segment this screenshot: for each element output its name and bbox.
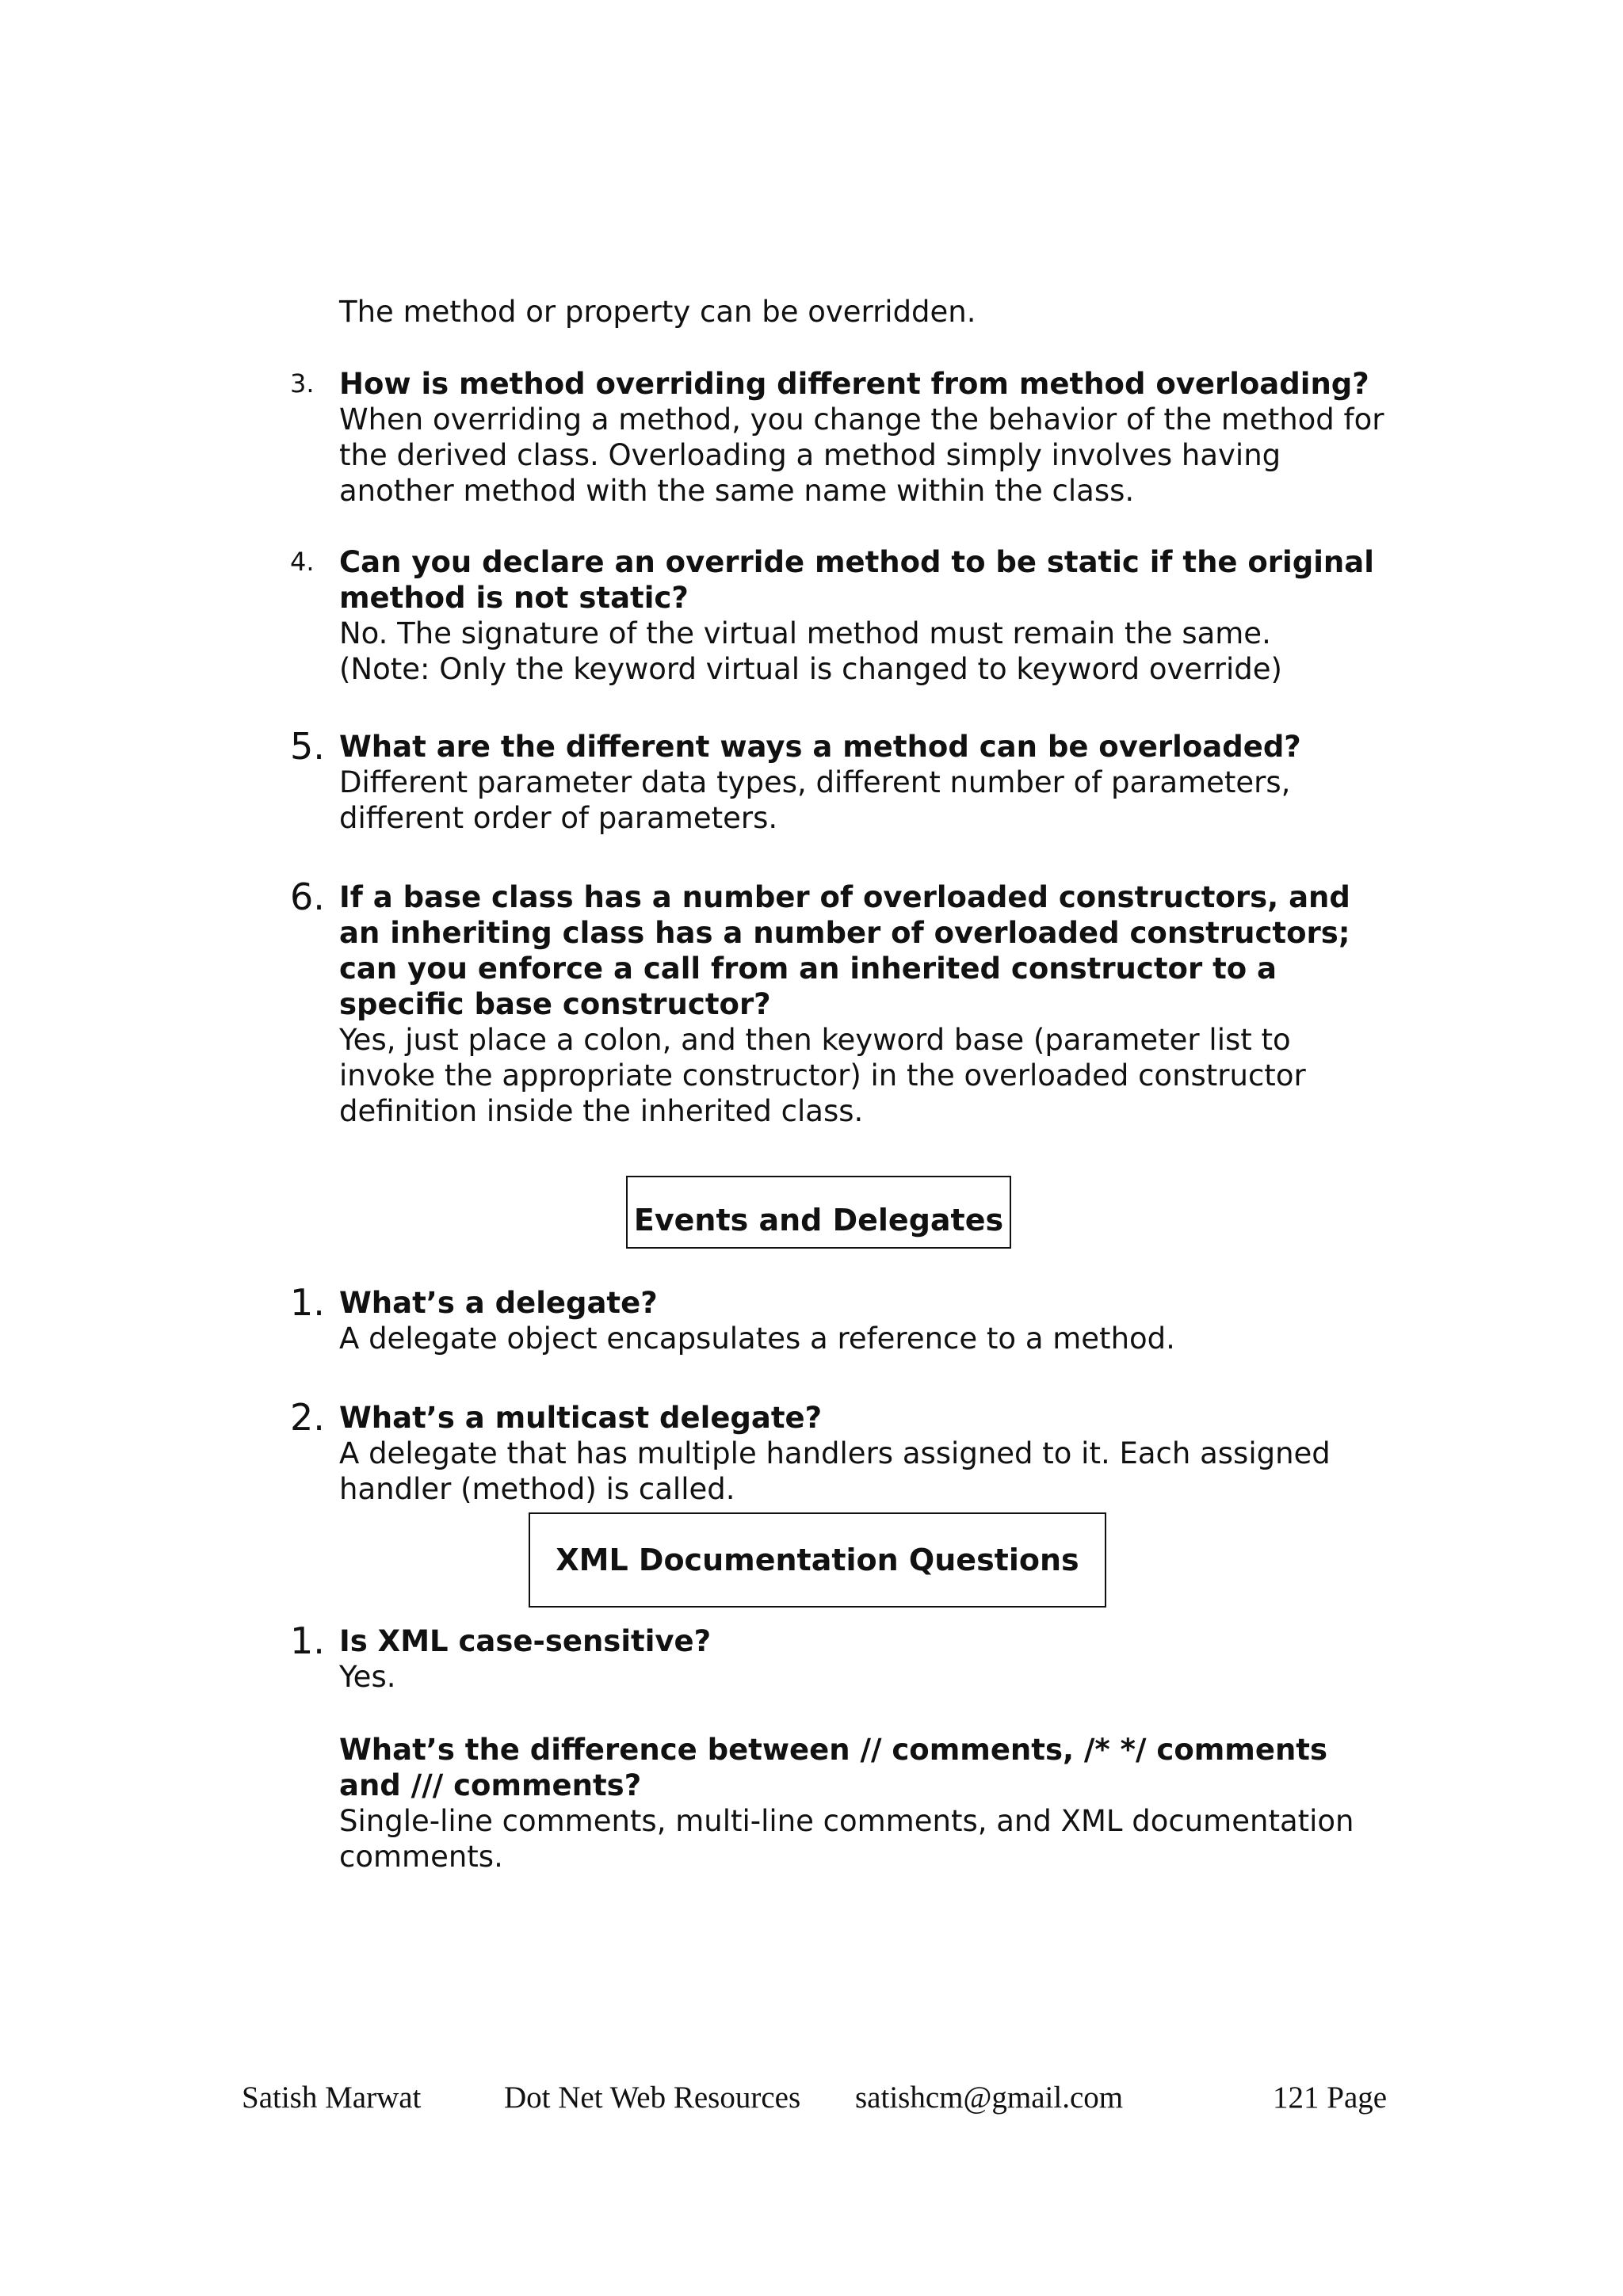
- question-text: What are the different ways a method can be overloaded?: [339, 730, 1301, 764]
- question-number: 4.: [290, 547, 315, 577]
- question-number: 3.: [290, 368, 315, 399]
- question-item: [339, 1400, 1331, 1507]
- answer-text: A delegate that has multiple handlers assigned to it. Each assigned: [339, 1436, 1331, 1470]
- question-number: 2.: [290, 1396, 325, 1439]
- question-text: What’s the difference between // comments, /* */ comments: [339, 1733, 1327, 1767]
- answer-text: Single-line comments, multi-line comments, and XML documentation: [339, 1804, 1354, 1838]
- question-text: What’s a delegate?: [339, 1286, 658, 1320]
- question-item: [339, 1623, 711, 1695]
- question-text: Is XML case-sensitive?: [339, 1624, 712, 1658]
- question-text: What’s a multicast delegate?: [339, 1401, 823, 1435]
- question-item: [339, 544, 1374, 687]
- footer-author: Satish Marwat: [242, 2081, 422, 2115]
- question-text: can you enforce a call from an inherited constructor to a: [339, 952, 1277, 986]
- footer-page-number: 121 Page: [1273, 2081, 1388, 2115]
- answer-text: Yes, just place a colon, and then keyword base (parameter list to: [339, 1023, 1291, 1057]
- question-text: Can you declare an override method to be static if the original: [339, 545, 1374, 579]
- question-number: 5.: [290, 725, 325, 768]
- question-text: method is not static?: [339, 581, 689, 615]
- answer-text: the derived class. Overloading a method simply involves having: [339, 438, 1281, 472]
- answer-text: Yes.: [339, 1660, 396, 1694]
- answer-text: Different parameter data types, different number of parameters,: [339, 765, 1291, 799]
- question-number: 1.: [290, 1619, 325, 1662]
- answer-text: different order of parameters.: [339, 801, 778, 835]
- answer-text: handler (method) is called.: [339, 1472, 735, 1506]
- question-item: [339, 879, 1350, 1129]
- section-heading-xml: XML Documentation Questions: [529, 1512, 1106, 1608]
- section-heading-events: Events and Delegates: [626, 1176, 1011, 1249]
- answer-text: (Note: Only the keyword virtual is changed to keyword override): [339, 652, 1282, 686]
- question-text: an inheriting class has a number of overloaded constructors;: [339, 916, 1350, 950]
- question-item: [339, 1285, 1175, 1356]
- answer-text: comments.: [339, 1840, 503, 1874]
- intro-line: The method or property can be overridden.: [339, 295, 976, 329]
- answer-text: definition inside the inherited class.: [339, 1094, 864, 1128]
- question-text: and /// comments?: [339, 1768, 642, 1802]
- answer-text: When overriding a method, you change the behavior of the method for: [339, 402, 1384, 437]
- question-text: How is method overriding different from method overloading?: [339, 367, 1369, 401]
- question-item: [339, 1732, 1354, 1875]
- answer-text: another method with the same name within the class.: [339, 474, 1135, 508]
- answer-text: A delegate object encapsulates a reference to a method.: [339, 1322, 1175, 1356]
- question-number: 6.: [290, 875, 325, 918]
- question-number: 1.: [290, 1281, 325, 1324]
- answer-text: No. The signature of the virtual method must remain the same.: [339, 616, 1271, 650]
- answer-text: invoke the appropriate constructor) in the overloaded constructor: [339, 1058, 1306, 1093]
- question-item: [339, 366, 1384, 509]
- question-item: [339, 729, 1301, 836]
- footer-site: Dot Net Web Resources: [504, 2081, 801, 2115]
- footer-email: satishcm@gmail.com: [855, 2081, 1124, 2115]
- question-text: If a base class has a number of overloaded constructors, and: [339, 880, 1350, 914]
- question-text: specific base constructor?: [339, 987, 771, 1021]
